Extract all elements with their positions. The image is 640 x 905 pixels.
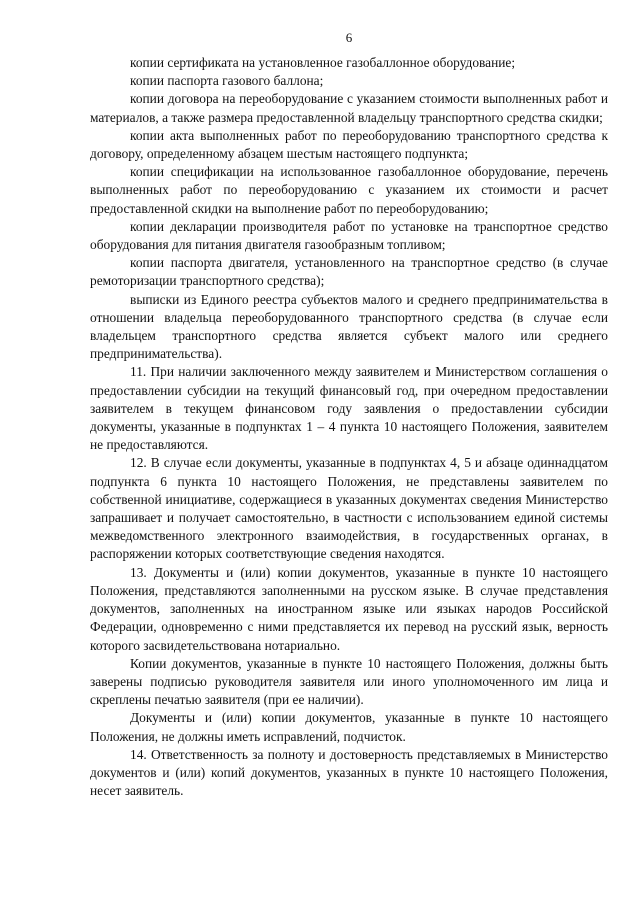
paragraph-engine-passport: копии паспорта двигателя, установленного на транспортное средство (в случае ремоторизации транспортного средства);: [90, 255, 608, 289]
page-number: 6: [345, 30, 353, 45]
paragraph-act-copies: копии акта выполненных работ по переоборудованию транспортного средства к договору, определенному абзацем шестым настоящего подпункта;: [90, 127, 608, 162]
paragraph-certified-copies: Копии документов, указанные в пункте 10 настоящего Положения, должны быть заверены подписью руководителя заявителя или иного уполномоченного им лица и скреплены печатью заявителя (при ее наличии).: [90, 655, 608, 708]
paragraph-certificate-copies: копии сертификата на установленное газобаллонное оборудование;: [130, 55, 516, 70]
paragraph-clause-13: 13. Документы и (или) копии документов, указанные в пункте 10 настоящего Положения, представляются заполненными на русском языке. В случае представления документов, заполненных на иностранном языке или языках народов Российской Федерации, одновременно с ними представляется их перевод на русский язык, верность которого засвидетельствована нотариально.: [90, 564, 608, 653]
paragraph-clause-12: 12. В случае если документы, указанные в подпунктах 4, 5 и абзаце одиннадцатом подпункта 6 пункта 10 настоящего Положения, не представлены заявителем по собственной инициативе, содержащиеся в указанных документах сведения Министерство запрашивает и получает самостоятельно, в частности с использованием единой системы межведомственного электронного взаимодействия, в государственных органах, в распоряжении которых соответствующие сведения находятся.: [90, 455, 608, 562]
paragraph-specification-copies: копии спецификации на использованное газобаллонное оборудование, перечень выполненных работ по переоборудованию с указанием их стоимости и расчет предоставленной скидки на выполнение работ по переоборудованию;: [90, 164, 608, 216]
paragraph-no-corrections: Документы и (или) копии документов, указанные в пункте 10 настоящего Положения, не должны иметь исправлений, подчисток.: [90, 710, 608, 744]
paragraph-clause-11: 11. При наличии заключенного между заявителем и Министерством соглашения о предоставлении субсидии на текущий финансовый год, при очередном предоставлении заявителем в текущем финансовом году заявления о предоставлении субсидии документы, указанные в подпунктах 1 – 4 пункта 10 настоящего Положения, заявителем не предоставляются.: [90, 364, 608, 453]
paragraph-clause-14: 14. Ответственность за полноту и достоверность представляемых в Министерство документов и (или) копий документов, указанных в пункте 10 настоящего Положения, несет заявитель.: [90, 746, 608, 799]
paragraph-registry-extract: выписки из Единого реестра субъектов малого и среднего предпринимательства в отношении владельца переоборудованного транспортного средства (в случае если владельцем транспортного средства является субъект малого или среднего предпринимательства).: [90, 291, 608, 362]
document-page: [90, 30, 608, 800]
paragraph-contract-copies: копии договора на переоборудование с указанием стоимости выполненных работ и материалов, а также размера предоставленной владельцу транспортного средства скидки;: [90, 91, 608, 125]
paragraph-declaration-copies: копии декларации производителя работ по установке на транспортное средство оборудования для питания двигателя газообразным топливом;: [90, 218, 608, 253]
paragraph-cylinder-passport: копии паспорта газового баллона;: [130, 73, 324, 89]
